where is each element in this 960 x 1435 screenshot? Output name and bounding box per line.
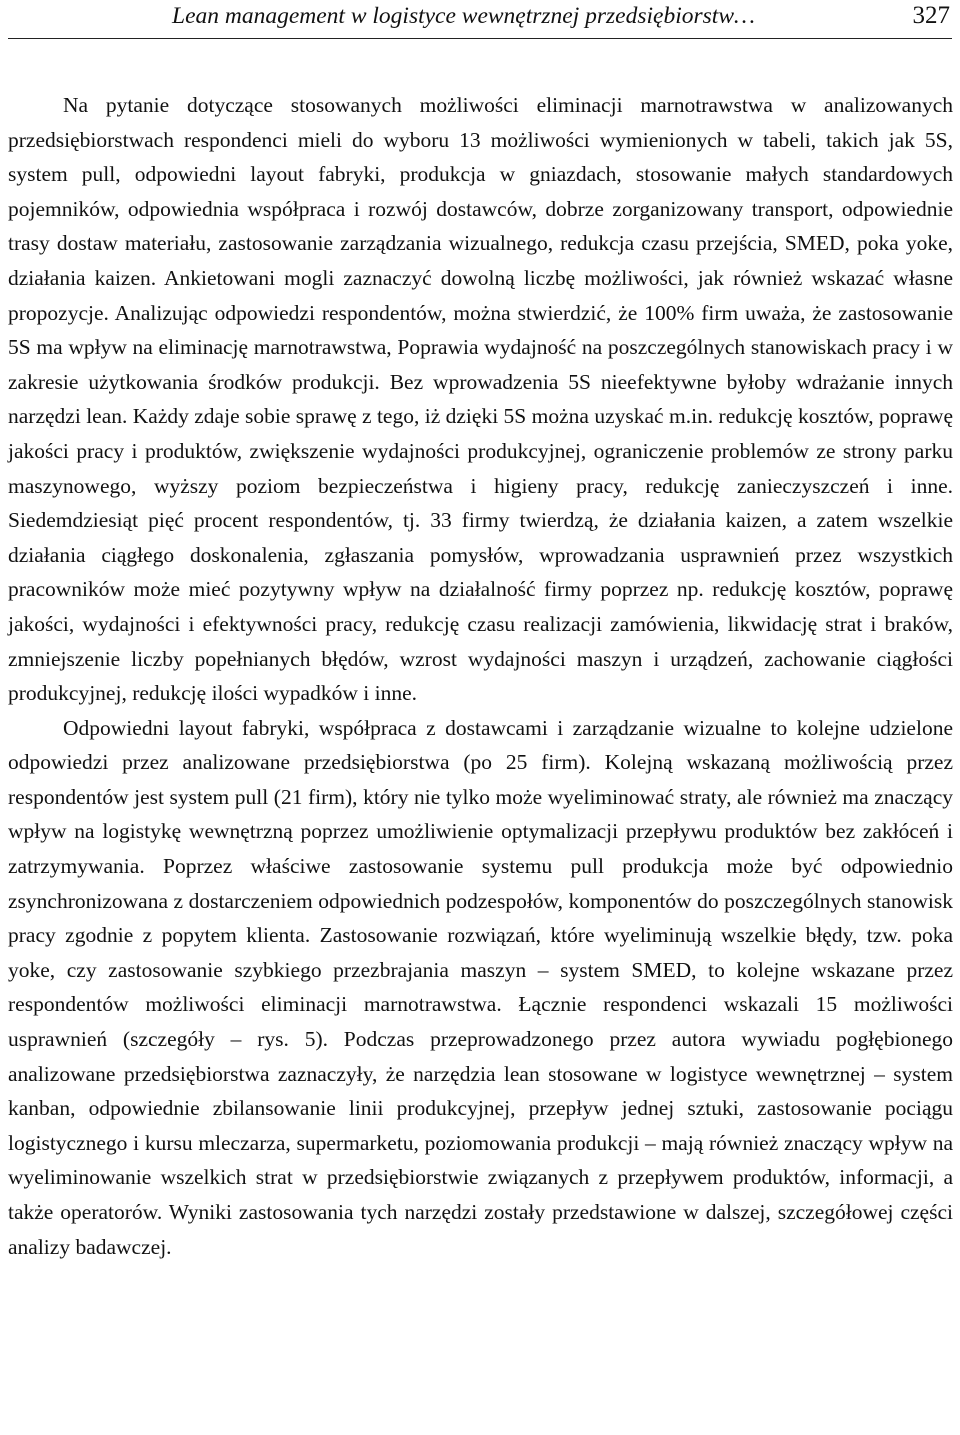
paragraph-2: Odpowiedni layout fabryki, współpraca z dostawcami i zarządzanie wizualne to kolejne udzielone odpowiedzi przez analizowane przedsiębiorstwa (po 25 firm). Kolejną wskazaną możliwością przez respondentów jest system pull (21 firm), który nie tylko może wyeliminować straty, ale również ma znaczący wpływ na logistykę wewnętrzną poprzez umożliwienie optymalizacji przepływu produktów bez zakłóceń i zatrzymywania. Poprzez właściwe zastosowanie systemu pull produkcja może być odpowiednio zsynchronizowana z dostarczeniem odpowiednich podzespołów, komponentów do poszczególnych stanowisk pracy zgodnie z popytem klienta. Zastosowanie rozwiązań, które wyeliminują wszelkie błędy, tzw. poka yoke, czy zastosowanie szybkiego przezbrajania maszyn – system SMED, to kolejne wskazane przez respondentów możliwości eliminacji marnotrawstwa. Łącznie respondenci wskazali 15 możliwości usprawnień (szczegóły – rys. 5). Podczas przeprowadzonego przez autora wywiadu pogłębionego analizowane przedsiębiorstwa zaznaczyły, że narzędzia lean stosowane w logistyce wewnętrznej – system kanban, odpowiednie zbilansowanie linii produkcyjnej, przepływ jednej sztuki, zastosowanie pociągu logistycznego i kursu mleczarza, supermarketu, poziomowania produkcji – mają również znaczący wpływ na wyeliminowanie wszelkich strat w przedsiębiorstwie związanych z przepływem produktów, informacji, a także operatorów. Wyniki zastosowania tych narzędzi zostały przedstawione w dalszej, szczegółowej części analizy badawczej.	[8, 715, 953, 1259]
body-text	[8, 88, 953, 1264]
page-number: 327	[912, 2, 950, 29]
running-header	[8, 0, 952, 39]
running-header-title: Lean management w logistyce wewnętrznej przedsiębiorstw…	[172, 3, 755, 29]
paragraph-1: Na pytanie dotyczące stosowanych możliwości eliminacji marnotrawstwa w analizowanych przedsiębiorstwach respondenci mieli do wyboru 13 możliwości wymienionych w tabeli, takich jak 5S, system pull, odpowiedni layout fabryki, produkcja w gniazdach, stosowanie małych standardowych pojemników, odpowiednia współpraca i rozwój dostawców, dobrze zorganizowany transport, odpowiednie trasy dostaw materiału, zastosowanie zarządzania wizualnego, redukcja czasu przejścia, SMED, poka yoke, działania kaizen. Ankietowani mogli zaznaczyć dowolną liczbę możliwości, jak również wskazać własne propozycje. Analizując odpowiedzi respondentów, można stwierdzić, że 100% firm uważa, że zastosowanie 5S ma wpływ na eliminację marnotrawstwa, Poprawia wydajność na poszczególnych stanowiskach pracy i w zakresie użytkowania środków produkcji. Bez wprowadzenia 5S nieefektywne byłoby wdrażanie innych narzędzi lean. Każdy zdaje sobie sprawę z tego, iż dzięki 5S można uzyskać m.in. redukcję kosztów, poprawę jakości pracy i produktów, zwiększenie wydajności produkcyjnej, ograniczenie problemów ze strony parku maszynowego, wyższy poziom bezpieczeństwa i higieny pracy, redukcję zanieczyszczeń i inne. Siedemdziesiąt pięć procent respondentów, tj. 33 firmy twierdzą, że działania kaizen, a zatem wszelkie działania ciągłego doskonalenia, zgłaszania pomysłów, wprowadzania usprawnień przez wszystkich pracowników może mieć pozytywny wpływ na działalność firmy poprzez np. redukcję kosztów, poprawę jakości, wydajności i efektywności pracy, redukcję czasu realizacji zamówienia, likwidację strat i braków, zmniejszenie liczby popełnianych błędów, wzrost wydajności maszyn i urządzeń, zachowanie ciągłości produkcyjnej, redukcję ilości wypadków i inne.	[8, 93, 953, 706]
